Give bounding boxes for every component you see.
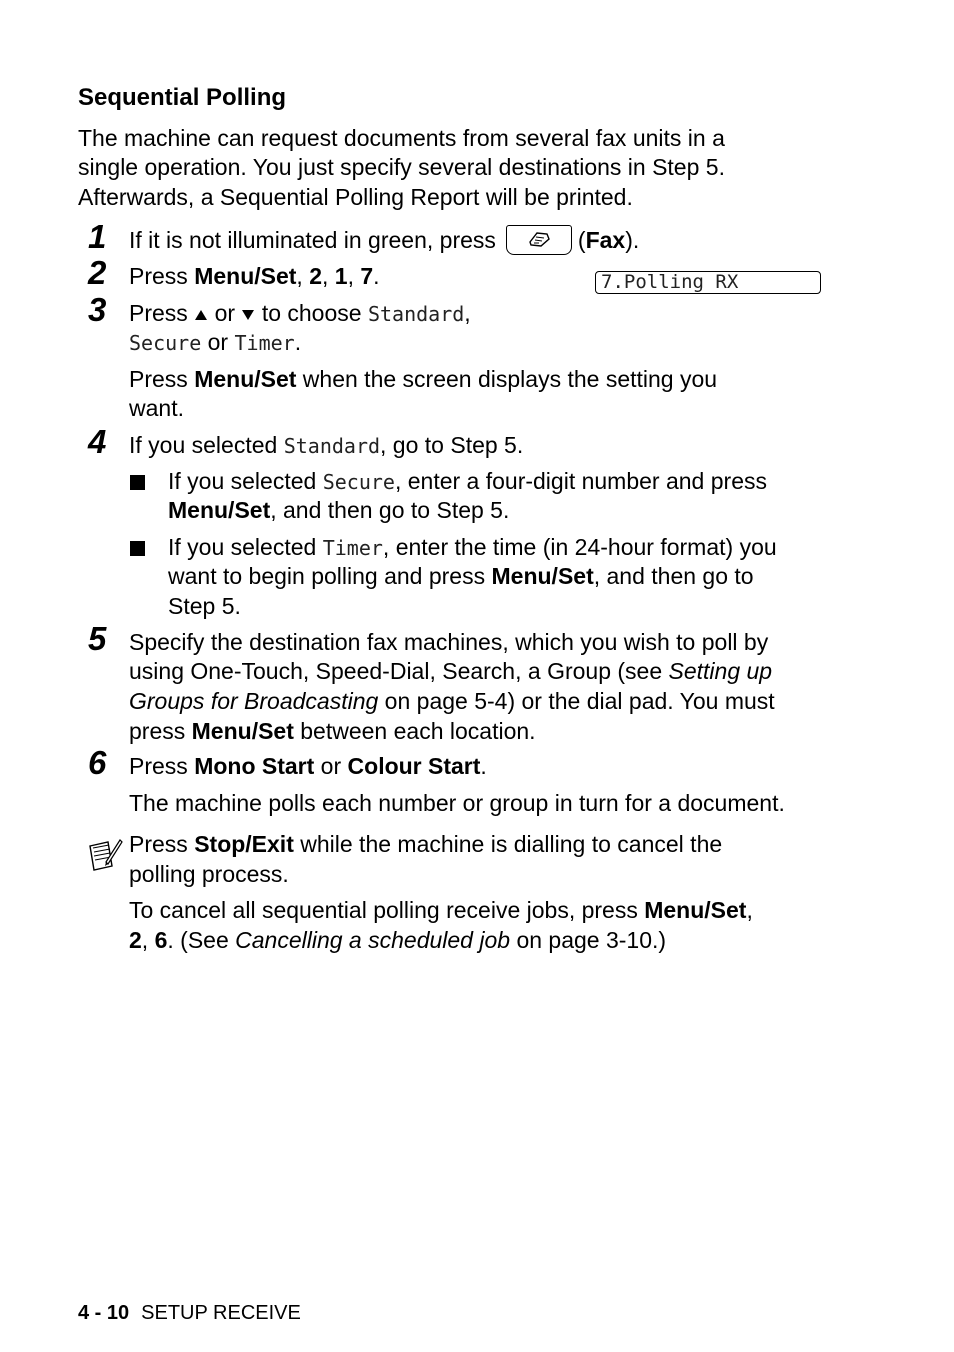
sep: ,: [347, 263, 361, 289]
lcd-display: 7.Polling RX: [595, 271, 821, 294]
n4-post: on page 3-10.): [510, 927, 667, 953]
s6-end: .: [480, 753, 487, 779]
b2-pre: If you selected: [168, 534, 323, 560]
p2-post: when the screen displays the setting you: [296, 366, 718, 392]
bullet-1-line-1: [168, 467, 767, 498]
b2-l2-pre: want to begin polling and press: [168, 563, 492, 589]
menu-set-key: Menu/Set: [644, 897, 747, 923]
intro-line-3: Afterwards, a Sequential Polling Report will be printed.: [78, 184, 633, 210]
note-line-4: [129, 926, 666, 956]
step-3-mid: to choose: [261, 300, 362, 326]
bullet-2-line-3: Step 5.: [168, 593, 241, 619]
fax-key-label: Fax: [585, 227, 626, 253]
p2-pre: Press: [129, 366, 195, 392]
step-number-1: 1: [88, 218, 107, 255]
s5-link-2: Groups for Broadcasting: [129, 688, 379, 714]
step-3-or: or: [214, 300, 236, 326]
step-4-text: [129, 431, 523, 462]
fax-button: [506, 225, 572, 255]
bullet-2-line-1: [168, 533, 777, 564]
n3-post: ,: [746, 897, 753, 923]
comma: ,: [464, 300, 471, 326]
step-number-6: 6: [88, 744, 107, 781]
b1-post: , enter a four-digit number and press: [394, 468, 767, 494]
s5-l4-pre: press: [129, 718, 192, 744]
section-heading: Sequential Polling: [78, 84, 287, 111]
option-standard: Standard: [367, 302, 465, 326]
b2-post: , enter the time (in 24-hour format) you: [382, 534, 777, 560]
step-6-note: The machine polls each number or group in turn for a document.: [129, 790, 785, 816]
key-1: 1: [334, 263, 348, 289]
intro-line-1: The machine can request documents from several fax units in a: [78, 125, 725, 151]
step-5-line-2: [129, 657, 772, 687]
s5-l4-post: between each location.: [293, 718, 536, 744]
menu-set-key: Menu/Set: [194, 366, 297, 392]
b1-end: , and then go to Step 5.: [270, 497, 510, 523]
b2-l2-post: , and then go to: [593, 563, 754, 589]
sep: ,: [322, 263, 335, 289]
step-2-text: [129, 262, 380, 292]
up-triangle-icon: [194, 309, 208, 321]
step-3-para-line-2: want.: [129, 395, 184, 421]
step-3-or-2: or: [201, 329, 235, 355]
menu-set-key: Menu/Set: [491, 563, 594, 589]
step-number-5: 5: [88, 620, 107, 657]
page-number: 4 - 10: [78, 1302, 130, 1324]
step-1-close: ).: [625, 227, 640, 253]
step-3-line-2: [129, 328, 301, 359]
step-1-open: (: [577, 227, 586, 253]
option-secure: Secure: [322, 470, 395, 494]
step-number-3: 3: [88, 291, 107, 328]
s5-link-1: Setting up: [668, 658, 773, 684]
step-3-para-line-1: [129, 365, 717, 395]
s4-post: , go to Step 5.: [380, 432, 524, 458]
n1-post: while the machine is dialling to cancel the: [293, 831, 723, 857]
sep: ,: [296, 263, 310, 289]
step-3-line-1: [129, 299, 471, 330]
step-6-text: [129, 752, 487, 782]
key-7: 7: [360, 263, 374, 289]
sep: ,: [141, 927, 155, 953]
key-6: 6: [154, 927, 168, 953]
section-name: SETUP RECEIVE: [141, 1302, 301, 1324]
menu-set-key: Menu/Set: [194, 263, 297, 289]
menu-set-key: Menu/Set: [168, 497, 271, 523]
step-5-line-3: [129, 687, 775, 717]
step-1-pre: If it is not illuminated in green, press: [129, 227, 496, 253]
fax-icon: [527, 230, 551, 248]
mono-start-key: Mono Start: [194, 753, 315, 779]
n4-ref: Cancelling a scheduled job: [235, 927, 511, 953]
intro-line-2: single operation. You just specify several destinations in Step 5.: [78, 154, 725, 180]
s5-l2-pre: using One-Touch, Speed-Dial, Search, a Group (see: [129, 658, 669, 684]
down-triangle-icon: [241, 309, 255, 321]
bullet-square: [130, 541, 145, 556]
b1-pre: If you selected: [168, 468, 323, 494]
menu-set-key: Menu/Set: [191, 718, 294, 744]
step-2-end: .: [373, 263, 380, 289]
option-timer: Timer: [234, 331, 295, 355]
note-line-2: polling process.: [129, 861, 289, 887]
bullet-1-line-2: [168, 496, 509, 526]
dot: .: [294, 329, 302, 355]
key-2: 2: [309, 263, 322, 289]
colour-start-key: Colour Start: [347, 753, 481, 779]
step-2-pre: Press: [129, 263, 195, 289]
s6-mid: or: [314, 753, 348, 779]
step-number-2: 2: [88, 254, 107, 291]
key-2: 2: [129, 927, 142, 953]
option-timer: Timer: [322, 536, 383, 560]
note-pad-icon: [86, 836, 124, 874]
s6-pre: Press: [129, 753, 195, 779]
note-line-1: [129, 830, 722, 860]
step-number-4: 4: [88, 423, 107, 460]
bullet-square: [130, 475, 145, 490]
n1-pre: Press: [129, 831, 195, 857]
option-standard: Standard: [283, 434, 381, 458]
step-5-line-1: Specify the destination fax machines, which you wish to poll by: [129, 629, 769, 655]
step-1-text: [129, 226, 639, 257]
s4-pre: If you selected: [129, 432, 284, 458]
step-5-line-4: [129, 717, 536, 747]
note-line-3: [129, 896, 753, 926]
option-secure: Secure: [129, 331, 202, 355]
bullet-2-line-2: [168, 562, 754, 592]
stop-exit-key: Stop/Exit: [194, 831, 294, 857]
n3-pre: To cancel all sequential polling receive jobs, press: [129, 897, 645, 923]
step-3-pre: Press: [129, 300, 188, 326]
n4-pre: . (See: [167, 927, 236, 953]
s5-l3-post: on page 5-4) or the dial pad. You must: [378, 688, 775, 714]
page-footer: [78, 1300, 301, 1326]
